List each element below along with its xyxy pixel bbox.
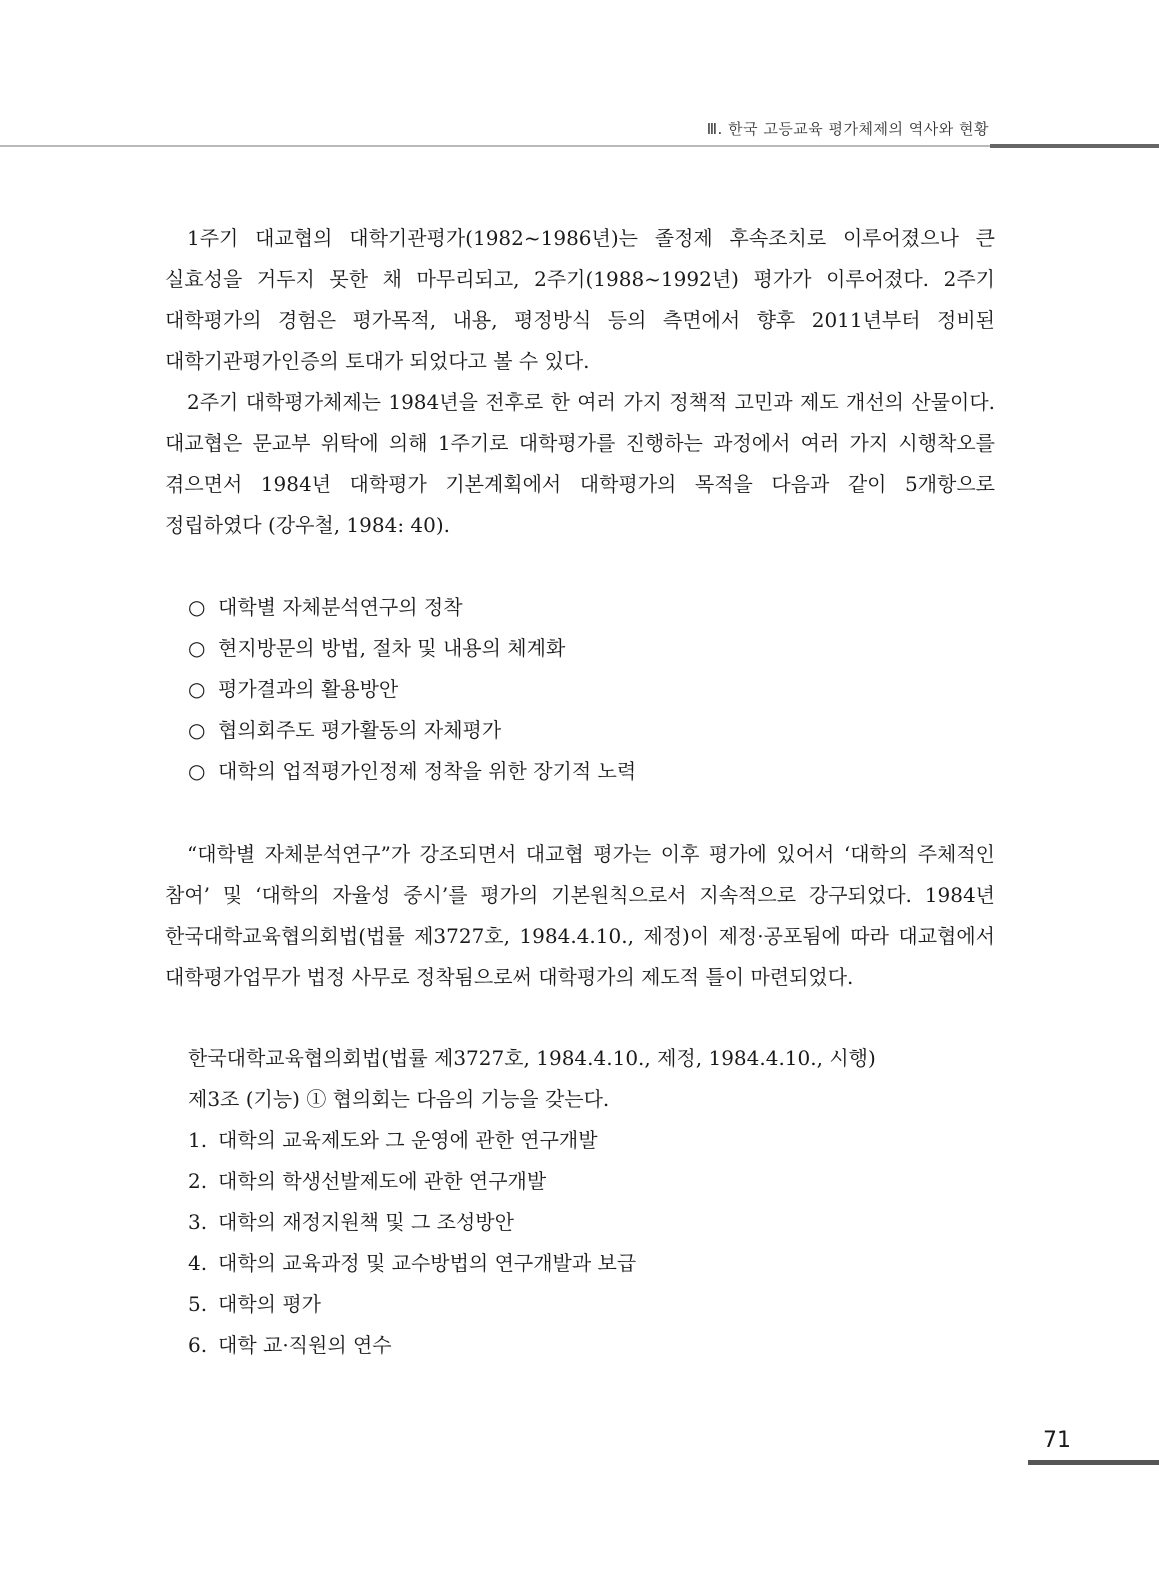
paragraph-block-3	[165, 834, 995, 998]
paragraph-2: 2주기 대학평가체제는 1984년을 전후로 한 여러 가지 정책적 고민과 제도 개선의 산물이다. 대교협은 문교부 위탁에 의해 1주기로 대학평가를 진행하는 과정에서 여러 가지 시행착오를 겪으면서 1984년 대학평가 기본계획에서 대학평가의 목적을 다음과 같이 5개항으로 정립하였다 (강우철, 1984: 40).	[165, 390, 995, 537]
circle-bullet-icon: ○	[188, 718, 206, 742]
circle-bullet-icon: ○	[188, 636, 206, 660]
paragraph-3: “대학별 자체분석연구”가 강조되면서 대교협 평가는 이후 평가에 있어서 ‘대학의 주체적인 참여’ 및 ‘대학의 자율성 중시’를 평가의 기본원칙으로서 지속적으로 강구되었다. 1984년 한국대학교육협의회법(법률 제3727호, 1984.4.10., 제정)이 제정·공포됨에 따라 대교협에서 대학평가업무가 법정 사무로 정착됨으로써 대학평가의 제도적 틀이 마련되었다.	[165, 842, 995, 989]
running-header-title: Ⅲ. 한국 고등교육 평가체제의 역사와 현황	[706, 120, 989, 138]
list-item: 5. 대학의 평가	[188, 1284, 876, 1325]
list-item: 4. 대학의 교육과정 및 교수방법의 연구개발과 보급	[188, 1243, 876, 1284]
purpose-list	[188, 587, 636, 792]
law-article: 제3조 (기능) ① 협의회는 다음의 기능을 갖는다.	[188, 1087, 610, 1111]
header-divider	[0, 145, 990, 147]
list-item: 1. 대학의 교육제도와 그 운영에 관한 연구개발	[188, 1120, 876, 1161]
list-item: ○ 평가결과의 활용방안	[188, 669, 636, 710]
paragraph-1: 1주기 대교협의 대학기관평가(1982~1986년)는 졸정제 후속조치로 이루어졌으나 큰 실효성을 거두지 못한 채 마무리되고, 2주기(1988~1992년) 평가가 이루어졌다. 2주기 대학평가의 경험은 평가목적, 내용, 평정방식 등의 측면에서 향후 2011년부터 정비된 대학기관평가인증의 토대가 되었다고 볼 수 있다.	[165, 226, 995, 373]
list-item: ○ 대학별 자체분석연구의 정착	[188, 587, 636, 628]
circle-bullet-icon: ○	[188, 677, 206, 701]
circle-bullet-icon: ○	[188, 595, 206, 619]
page-number: 71	[1043, 1428, 1071, 1453]
footer-divider	[1028, 1460, 1159, 1465]
list-item: 2. 대학의 학생선발제도에 관한 연구개발	[188, 1161, 876, 1202]
list-item: 3. 대학의 재정지원책 및 그 조성방안	[188, 1202, 876, 1243]
intro-paragraphs	[165, 218, 995, 546]
item-number: 3.	[188, 1210, 208, 1234]
item-number: 6.	[188, 1333, 208, 1357]
item-number: 1.	[188, 1128, 208, 1152]
header-divider-accent	[990, 144, 1159, 148]
list-item: 6. 대학 교·직원의 연수	[188, 1325, 876, 1366]
law-title: 한국대학교육협의회법(법률 제3727호, 1984.4.10., 제정, 1984.4.10., 시행)	[188, 1046, 876, 1070]
item-number: 2.	[188, 1169, 208, 1193]
list-item: ○ 대학의 업적평가인정제 정착을 위한 장기적 노력	[188, 751, 636, 792]
list-item: ○ 현지방문의 방법, 절차 및 내용의 체계화	[188, 628, 636, 669]
circle-bullet-icon: ○	[188, 759, 206, 783]
list-item: ○ 협의회주도 평가활동의 자체평가	[188, 710, 636, 751]
item-number: 4.	[188, 1251, 208, 1275]
item-number: 5.	[188, 1292, 208, 1316]
law-excerpt	[188, 1038, 876, 1366]
